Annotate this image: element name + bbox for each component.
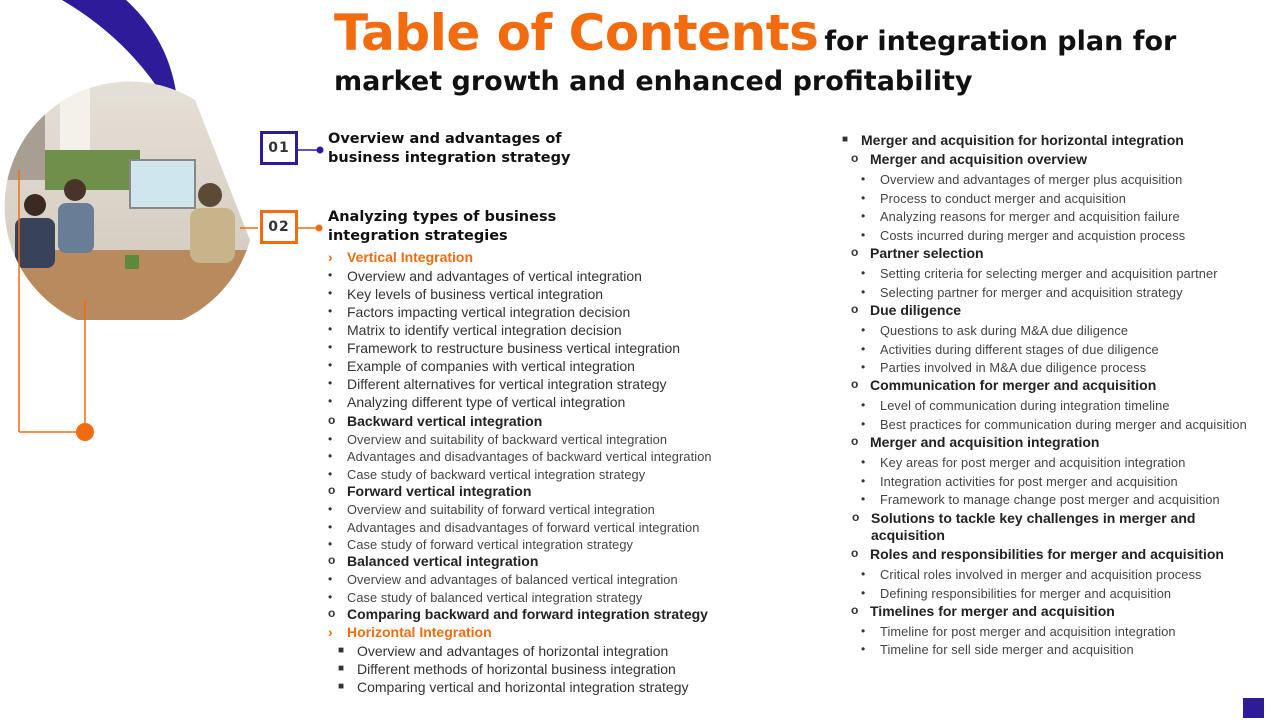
bullet-icon: • <box>861 228 866 242</box>
circle-bullet-icon: o <box>851 603 859 617</box>
brand-square-icon <box>1243 698 1264 718</box>
list-item-communication[interactable]: o Communication for merger and acquisition <box>851 377 1157 393</box>
list-item-horizontal-integration[interactable]: › Horizontal Integration <box>328 624 492 640</box>
bullet-icon: • <box>861 417 866 431</box>
list-item[interactable]: • Overview and advantages of merger plus acquisition <box>861 172 1183 187</box>
list-item-roles[interactable]: o Roles and responsibilities for merger and acquisition <box>851 546 1224 562</box>
list-item-vertical-integration[interactable]: › Vertical Integration <box>328 249 474 265</box>
bullet-icon: • <box>861 323 866 337</box>
bullet-icon: • <box>861 492 866 506</box>
list-item[interactable]: ■ Different methods of horizontal business integration <box>338 661 676 677</box>
list-item[interactable]: • Factors impacting vertical integration decision <box>328 304 631 320</box>
meeting-photo <box>0 40 260 320</box>
list-item[interactable]: • Case study of forward vertical integration strategy <box>328 537 634 552</box>
title-main: Table of Contents <box>334 4 819 62</box>
list-item[interactable]: • Overview and suitability of forward vertical integration <box>328 502 655 517</box>
square-bullet-icon: ■ <box>842 134 849 145</box>
bullet-icon: • <box>328 502 333 516</box>
list-item[interactable]: • Overview and suitability of backward vertical integration <box>328 432 668 447</box>
list-item[interactable]: • Questions to ask during M&A due diligence <box>861 323 1129 338</box>
section-01-heading[interactable] <box>328 130 588 168</box>
bullet-icon: • <box>861 172 866 186</box>
list-item-balanced-vertical[interactable]: o Balanced vertical integration <box>328 553 539 569</box>
bullet-icon: • <box>861 474 866 488</box>
list-item[interactable]: ■ Comparing vertical and horizontal integration strategy <box>338 679 689 695</box>
list-item[interactable]: • Analyzing reasons for merger and acquisition failure <box>861 209 1180 224</box>
bullet-icon: • <box>861 455 866 469</box>
list-item[interactable]: • Framework to restructure business vertical integration <box>328 340 681 356</box>
list-item-solutions[interactable]: o Solutions to tackle key challenges in merger and <box>852 510 1196 526</box>
bullet-icon: • <box>861 191 866 205</box>
bullet-icon: • <box>328 449 333 463</box>
list-item[interactable]: • Overview and advantages of vertical integration <box>328 268 642 284</box>
list-item-timelines[interactable]: o Timelines for merger and acquisition <box>851 603 1115 619</box>
list-item[interactable]: • Case study of balanced vertical integration strategy <box>328 590 643 605</box>
bullet-icon: • <box>328 340 333 354</box>
section-01-heading-line2: business integration strategy <box>328 150 571 166</box>
bullet-icon: • <box>328 376 333 390</box>
list-item[interactable]: • Defining responsibilities for merger and acquisition <box>861 586 1172 601</box>
list-item-backward-vertical[interactable]: o Backward vertical integration <box>328 413 543 429</box>
circle-bullet-icon: o <box>328 413 336 427</box>
list-item[interactable]: • Selecting partner for merger and acquisition strategy <box>861 285 1183 300</box>
list-item[interactable]: • Case study of backward vertical integration strategy <box>328 467 646 482</box>
section-02-connector <box>298 222 328 234</box>
circle-bullet-icon: o <box>852 510 860 524</box>
list-item[interactable]: • Timeline for sell side merger and acquisition <box>861 642 1134 657</box>
bullet-icon: • <box>328 590 333 604</box>
chevron-right-icon: › <box>328 624 333 640</box>
list-item-due-diligence[interactable]: o Due diligence <box>851 302 962 318</box>
bullet-icon: • <box>328 394 333 408</box>
list-item[interactable]: • Activities during different stages of due diligence <box>861 342 1159 357</box>
circle-bullet-icon: o <box>851 434 859 448</box>
list-item[interactable]: • Critical roles involved in merger and acquisition process <box>861 567 1202 582</box>
list-item-ma-overview[interactable]: o Merger and acquisition overview <box>851 151 1088 167</box>
bullet-icon: • <box>328 286 333 300</box>
list-item[interactable]: • Advantages and disadvantages of forward vertical integration <box>328 520 700 535</box>
list-item-comparing-backward-forward[interactable]: o Comparing backward and forward integration strategy <box>328 606 708 622</box>
orange-dot-icon <box>76 423 94 441</box>
section-01-number: 01 <box>268 140 290 156</box>
bullet-icon: • <box>861 285 866 299</box>
title-subtitle-line2: market growth and enhanced profitability <box>334 66 973 97</box>
list-item-partner-selection[interactable]: o Partner selection <box>851 245 984 261</box>
circle-bullet-icon: o <box>851 377 859 391</box>
bullet-icon: • <box>328 467 333 481</box>
bullet-icon: • <box>328 358 333 372</box>
list-item[interactable]: • Timeline for post merger and acquisition integration <box>861 624 1176 639</box>
bullet-icon: • <box>861 567 866 581</box>
page-title <box>334 4 1234 97</box>
bullet-icon: • <box>328 537 333 551</box>
bullet-icon: • <box>328 322 333 336</box>
chevron-right-icon: › <box>328 249 333 265</box>
circle-bullet-icon: o <box>851 245 859 259</box>
list-item[interactable]: • Process to conduct merger and acquisition <box>861 191 1126 206</box>
bullet-icon: • <box>328 304 333 318</box>
bullet-icon: • <box>328 268 333 282</box>
list-item[interactable]: • Integration activities for post merger and acquisition <box>861 474 1178 489</box>
section-01-heading-line1: Overview and advantages of <box>328 131 562 147</box>
circle-bullet-icon: o <box>851 546 859 560</box>
section-02-heading-line1: Analyzing types of business <box>328 209 557 225</box>
list-item[interactable]: • Analyzing different type of vertical integration <box>328 394 626 410</box>
section-02-heading[interactable] <box>328 208 588 246</box>
circle-bullet-icon: o <box>851 302 859 316</box>
list-item-merger-acquisition-horizontal[interactable]: ■ Merger and acquisition for horizontal integration <box>842 132 1184 148</box>
bullet-icon: • <box>861 398 866 412</box>
list-item-ma-integration[interactable]: o Merger and acquisition integration <box>851 434 1100 450</box>
list-item[interactable]: • Different alternatives for vertical integration strategy <box>328 376 667 392</box>
list-item[interactable]: • Parties involved in M&A due diligence process <box>861 360 1147 375</box>
bullet-icon: • <box>861 642 866 656</box>
bullet-icon: • <box>861 209 866 223</box>
list-item[interactable]: • Overview and advantages of balanced vertical integration <box>328 572 678 587</box>
list-item[interactable]: • Best practices for communication during merger and acquisition <box>861 417 1247 432</box>
list-item[interactable]: • Example of companies with vertical integration <box>328 358 635 374</box>
bullet-icon: • <box>861 266 866 280</box>
list-item[interactable]: ■ Overview and advantages of horizontal integration <box>338 643 669 659</box>
square-bullet-icon: ■ <box>338 681 345 692</box>
square-bullet-icon: ■ <box>338 645 345 656</box>
list-item[interactable]: • Setting criteria for selecting merger and acquisition partner <box>861 266 1218 281</box>
bullet-icon: • <box>861 624 866 638</box>
section-02-number: 02 <box>268 219 290 235</box>
bullet-icon: • <box>328 432 333 446</box>
bullet-icon: • <box>861 342 866 356</box>
list-item[interactable]: • Key areas for post merger and acquisition integration <box>861 455 1186 470</box>
circle-bullet-icon: o <box>328 483 336 497</box>
list-item[interactable]: • Advantages and disadvantages of backward vertical integration <box>328 449 712 464</box>
circle-bullet-icon: o <box>851 151 859 165</box>
list-item[interactable]: • Framework to manage change post merger and acquisition <box>861 492 1220 507</box>
section-02-number-box <box>260 210 298 244</box>
bullet-icon: • <box>328 572 333 586</box>
list-item[interactable]: • Matrix to identify vertical integration decision <box>328 322 622 338</box>
bullet-icon: • <box>861 360 866 374</box>
circle-bullet-icon: o <box>328 606 336 620</box>
circle-bullet-icon: o <box>328 553 336 567</box>
section-01-connector <box>298 144 328 156</box>
title-subtitle: for integration plan for <box>824 26 1177 57</box>
bullet-icon: • <box>328 520 333 534</box>
section-02-heading-line2: integration strategies <box>328 228 508 244</box>
list-item[interactable]: • Costs incurred during merger and acquistion process <box>861 228 1186 243</box>
section-01-number-box <box>260 131 298 165</box>
square-bullet-icon: ■ <box>338 663 345 674</box>
bullet-icon: • <box>861 586 866 600</box>
list-item-forward-vertical[interactable]: o Forward vertical integration <box>328 483 532 499</box>
list-item[interactable]: • Level of communication during integration timeline <box>861 398 1170 413</box>
list-item-solutions-cont: acquisition <box>871 527 945 543</box>
list-item[interactable]: • Key levels of business vertical integration <box>328 286 604 302</box>
